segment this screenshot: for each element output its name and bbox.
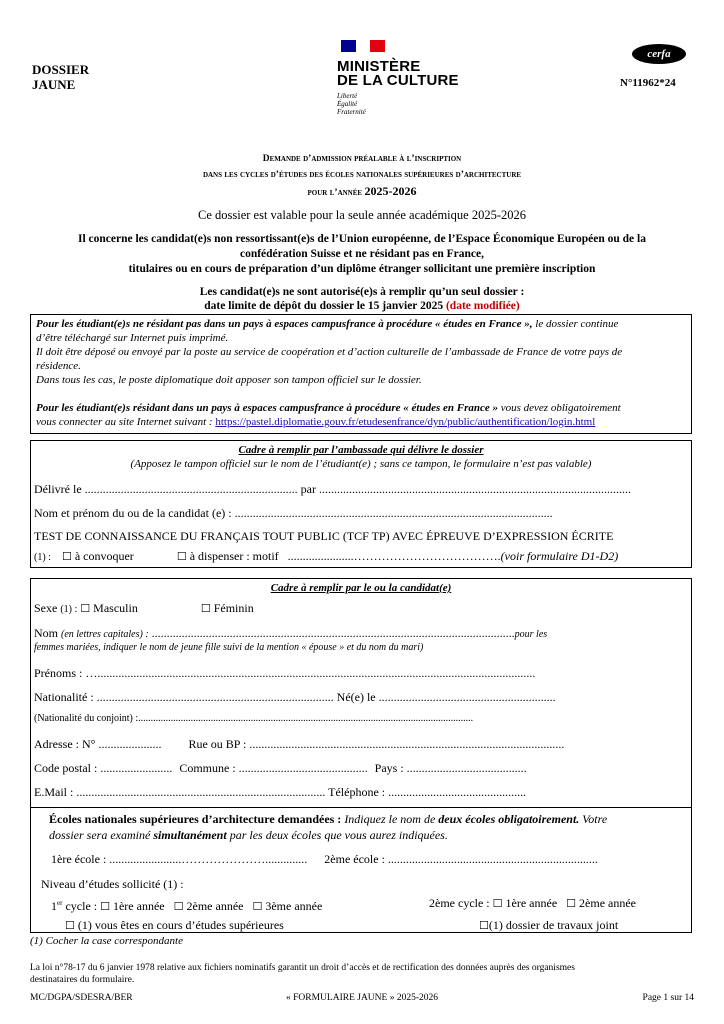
sexe-row: Sexe (1) : ☐ Masculin ☐ Féminin xyxy=(34,601,254,615)
par-field[interactable]: par ........................................................................................................ xyxy=(300,482,631,496)
adresse-number-field[interactable]: Adresse : N° ..................... xyxy=(34,737,162,751)
ecole-1-field[interactable]: 1ère école : ........................………………….............. xyxy=(51,852,308,866)
jaune-word: JAUNE xyxy=(32,77,76,92)
delivre-line xyxy=(34,481,684,497)
ministry-logo xyxy=(337,40,477,116)
nationalite-row xyxy=(34,689,689,705)
embassy-box xyxy=(30,440,692,568)
telephone-field[interactable]: Téléphone : .............................................. xyxy=(328,785,527,799)
candidate-box-title: Cadre à remplir par le ou la candidat(e) xyxy=(270,582,452,594)
law-notice: La loi n°78-17 du 6 janvier 1978 relative aux fichiers nominatifs garantit un droit d’accès et de rectification des données auprès des organismes destinataires du formulaire. xyxy=(30,963,575,985)
nom-field[interactable]: ......................................................................................................................... xyxy=(151,626,515,640)
commune-field[interactable]: Commune : ........................................... xyxy=(179,761,368,775)
campusfrance-link[interactable]: https://pastel.diplomatie.gouv.fr/etudesenfrance/dyn/public/authentification/login.html xyxy=(215,416,596,428)
title-line-2: dans les cycles d’études des écoles nationales supérieures d’architecture xyxy=(202,170,522,180)
cycle2-year1-checkbox[interactable]: ☐ xyxy=(492,897,503,910)
tcf-heading: TEST DE CONNAISSANCE DU FRANÇAIS TOUT PUBLIC (TCF TP) AVEC ÉPREUVE D’EXPRESSION ÉCRITE xyxy=(34,529,614,543)
concern-text: Il concerne les candidat(e)s non ressortissant(e)s de l’Union européenne, de l’Espace Économique Européen ou de la confédération Suisse et ne résidant pas en France, titulaires ou en cours de préparation d’un diplôme étranger sollicitant une première inscription xyxy=(78,233,646,275)
footer-code: MC/DGPA/SDESRA/BER xyxy=(30,993,133,1003)
dossier-jaune-label xyxy=(32,62,89,92)
contact-row xyxy=(34,784,689,800)
masculin-checkbox[interactable]: ☐ xyxy=(80,602,91,615)
cours-row: ☐ (1) vous êtes en cours d’études supérieures xyxy=(65,918,284,932)
prenoms-field[interactable]: Prénoms : ….................................................................................................................................................. xyxy=(34,666,536,680)
dossier-word: DOSSIER xyxy=(32,62,90,77)
travaux-row: ☐(1) dossier de travaux joint xyxy=(479,918,619,932)
cycle1-year1-checkbox[interactable]: ☐ xyxy=(100,900,110,913)
niveau-label: Niveau d’études sollicité (1) : xyxy=(41,877,184,891)
conjoint-field[interactable]: (Nationalité du conjoint) :...................................................................................................................................... xyxy=(34,713,474,724)
feminin-checkbox[interactable]: ☐ xyxy=(200,602,211,615)
nom-hint-line: femmes mariées, indiquer le nom de jeune fille suivi de la mention « épouse » et du nom du mari) xyxy=(34,642,424,653)
dispenser-checkbox[interactable]: ☐ xyxy=(176,550,187,563)
adresse-row xyxy=(34,736,689,752)
instructions-box: Pour les étudiant(e)s ne résidant pas dans un pays à espaces campusfrance à procédure « études en France », le dossier continue d’être téléchargé sur Internet puis imprimé. Il doit être déposé ou envoyé par la poste au service de coopération et d’action culturelle de l’ambassade de France de votre pays de résidence. Dans tous les cas, le poste diplomatique doit apposer son tampon officiel sur le dossier. Pour les étudiant(e)s résidant dans un pays à espaces campusfrance à procédure « études en France » vous devez obligatoirement vous connecter au site Internet suivant : https://pastel.diplomatie.gouv.fr/etudesenfrance/dyn/public/authentification/login.html xyxy=(30,314,692,434)
rue-field[interactable]: Rue ou BP : ......................................................................................................... xyxy=(188,737,565,751)
embassy-name-field[interactable]: Nom et prénom du ou de la candidat (e) : .......................................................................................................... xyxy=(34,506,553,520)
ecoles-row xyxy=(51,851,691,867)
cycle2-year2-checkbox[interactable]: ☐ xyxy=(566,897,577,910)
cycle-1-row: 1er cycle : ☐ 1ère année ☐ 2ème année ☐ 3ème année xyxy=(51,899,323,913)
travaux-checkbox[interactable]: ☐ xyxy=(479,919,489,932)
cerfa-number: N°11962*24 xyxy=(620,77,676,89)
title-line-3: pour l’année 2025-2026 xyxy=(307,184,417,198)
tcf-options: (1) : ☐ à convoquer ☐ à dispenser : motif ......................……………………………….(voir formulaire D1-D2) xyxy=(34,549,619,563)
footer-title: « FORMULAIRE JAUNE » 2025-2026 xyxy=(286,993,438,1003)
birthdate-field[interactable]: Né(e) le ........................................................... xyxy=(336,690,556,704)
ecole-2-field[interactable]: 2ème école : ...................................................................... xyxy=(324,852,598,866)
title-line-1: Demande d’admission préalable à l’inscription xyxy=(262,154,462,164)
embassy-box-subtitle: (Apposez le tampon officiel sur le nom de l’étudiant(e) ; sans ce tampon, le formulaire n’est pas valable) xyxy=(130,458,592,470)
nationalite-field[interactable]: Nationalité : ............................................................................... xyxy=(34,690,334,704)
divider xyxy=(31,807,691,808)
ministry-name: MINISTÈRE DE LA CULTURE xyxy=(337,58,459,89)
cycle-2-row: 2ème cycle : ☐ 1ère année ☐ 2ème année xyxy=(429,896,636,910)
embassy-box-title: Cadre à remplir par l’ambassade qui délivre le dossier xyxy=(238,444,484,456)
valid-year-text: Ce dossier est valable pour la seule année académique 2025-2026 xyxy=(197,208,526,222)
pays-field[interactable]: Pays : ........................................ xyxy=(374,761,527,775)
cycle1-year2-checkbox[interactable]: ☐ xyxy=(173,900,184,913)
delivre-field[interactable]: Délivré le ....................................................................... xyxy=(34,482,298,496)
convoquer-checkbox[interactable]: ☐ xyxy=(61,550,72,563)
cycle1-year3-checkbox[interactable]: ☐ xyxy=(252,900,263,913)
authorized-text: Les candidat(e)s ne sont autorisé(e)s à remplir qu’un seul dossier : date limite de dépôt du dossier le 15 janvier 2025 (date modifiée) xyxy=(199,286,525,312)
candidate-box xyxy=(30,578,692,933)
motif-field[interactable]: ......................………………………………. xyxy=(287,549,501,563)
republic-motto: Liberté Égalité Fraternité xyxy=(337,92,366,116)
marianne-flag-icon xyxy=(341,40,385,52)
cerfa-logo: cerfa xyxy=(632,44,686,64)
cours-checkbox[interactable]: ☐ xyxy=(65,919,75,932)
nom-row: Nom (en lettres capitales) : .........................................................................................................................pour les xyxy=(34,626,548,640)
page-number: Page 1 sur 14 xyxy=(642,993,694,1003)
cocher-note: (1) Cocher la case correspondante xyxy=(30,935,183,947)
email-field[interactable]: E.Mail : ................................................................................... xyxy=(34,785,326,799)
address-row-2 xyxy=(34,760,689,776)
postal-code-field[interactable]: Code postal : ........................ xyxy=(34,761,173,775)
ecoles-instructions: Écoles nationales supérieures d’architecture demandées : Indiquez le nom de deux écoles obligatoirement. Votre dossier sera examiné simultanément par les deux écoles que vous aurez indiquées. xyxy=(49,812,608,842)
